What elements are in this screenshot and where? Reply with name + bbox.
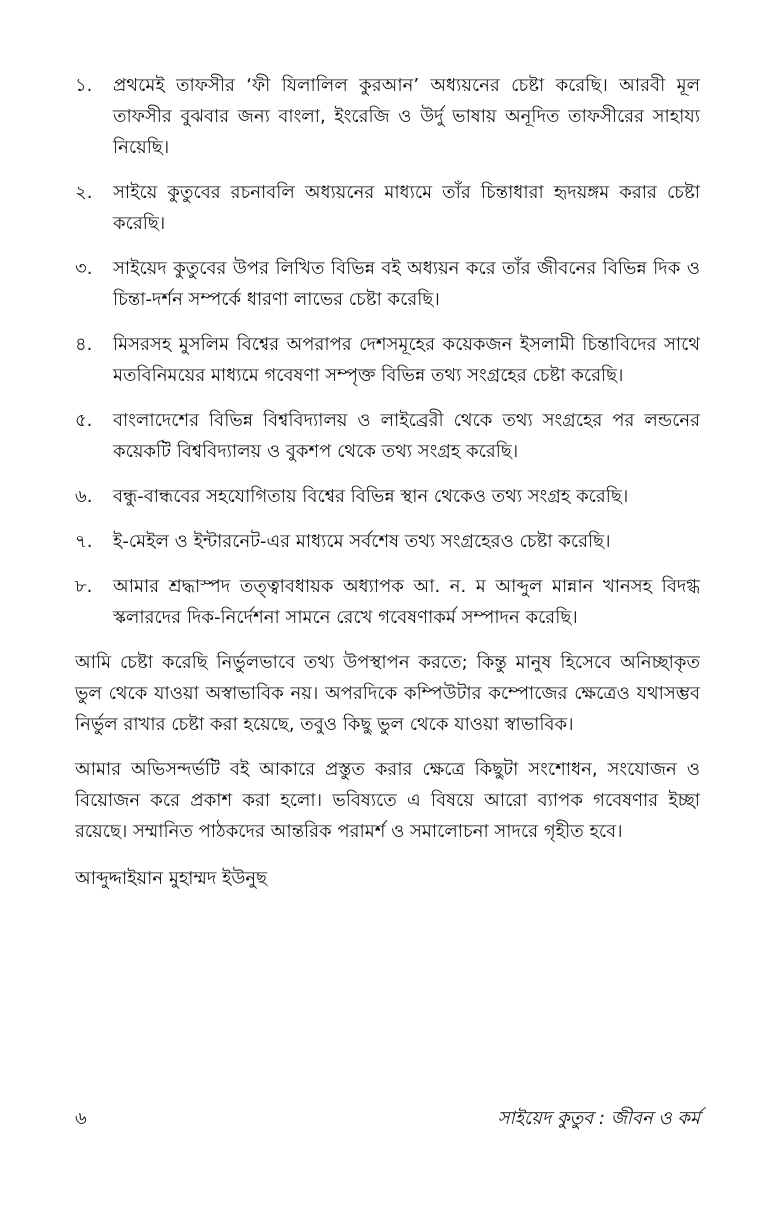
methodology-list [75, 70, 700, 633]
list-item [75, 405, 700, 467]
page-body [75, 70, 700, 1150]
list-text: ই-মেইল ও ইন্টারনেট-এর মাধ্যমে সর্বশেষ তথ্য সংগ্রহেরও চেষ্টা করেছি। [113, 531, 611, 552]
page-number: ৬ [75, 1107, 87, 1129]
list-item [75, 329, 700, 391]
list-number: ৬. [75, 486, 93, 507]
list-item [75, 571, 700, 633]
list-item [75, 481, 700, 512]
author-signature: আব্দুদ্দাইয়ান মুহাম্মদ ইউনুছ [75, 868, 268, 889]
page-footer [75, 1103, 700, 1135]
list-text: আমার শ্রদ্ধাস্পদ তত্ত্বাবধায়ক অধ্যাপক আ. ন. ম আব্দুল মান্নান খানসহ বিদগ্ধ স্কলারদের দিক-নির্দেশনা সামনে রেখে গবেষণাকর্ম সম্পাদন করেছি। [113, 576, 700, 628]
list-item [75, 70, 700, 163]
list-number: ৫. [75, 410, 93, 431]
list-item [75, 177, 700, 239]
list-text: প্রথমেই তাফসীর ‘ফী যিলালিল কুরআন’ অধ্যয়নের চেষ্টা করেছি। আরবী মূল তাফসীর বুঝবার জন্য বাংলা, ইংরেজি ও উর্দু ভাষায় অনূদিত তাফসীরের সাহায্য নিয়েছি। [113, 75, 700, 158]
list-number: ৪. [75, 334, 93, 355]
list-item [75, 253, 700, 315]
list-number: ৮. [75, 576, 93, 597]
list-text: সাইয়েদ কুতুবের উপর লিখিত বিভিন্ন বই অধ্যয়ন করে তাঁর জীবনের বিভিন্ন দিক ও চিন্তা-দর্শন সম্পর্কে ধারণা লাভের চেষ্টা করেছি। [113, 258, 700, 310]
list-number: ৭. [75, 531, 93, 552]
list-item [75, 526, 700, 557]
paragraph-publication: আমার অভিসন্দর্ভটি বই আকারে প্রস্তুত করার ক্ষেত্রে কিছুটা সংশোধন, সংযোজন ও বিয়োজন করে প্রকাশ করা হলো। ভবিষ্যতে এ বিষয়ে আরো ব্যাপক গবেষণার ইচ্ছা রয়েছে। সম্মানিত পাঠকদের আন্তরিক পরামর্শ ও সমালোচনা সাদরে গৃহীত হবে। [75, 759, 700, 842]
list-number: ২. [75, 182, 93, 203]
list-text: বন্ধু-বান্ধবের সহযোগিতায় বিশ্বের বিভিন্ন স্থান থেকেও তথ্য সংগ্রহ করেছি। [113, 486, 629, 507]
list-text: মিসরসহ মুসলিম বিশ্বের অপরাপর দেশসমূহের কয়েকজন ইসলামী চিন্তাবিদের সাথে মতবিনিময়ের মাধ্যমে গবেষণা সম্পৃক্ত বিভিন্ন তথ্য সংগ্রহের চেষ্টা করেছি। [113, 334, 700, 386]
list-number: ৩. [75, 258, 93, 279]
paragraph-accuracy: আমি চেষ্টা করেছি নির্ভুলভাবে তথ্য উপস্থাপন করতে; কিন্তু মানুষ হিসেবে অনিচ্ছাকৃত ভুল থেকে যাওয়া অস্বাভাবিক নয়। অপরদিকে কম্পিউটার কম্পোজের ক্ষেত্রেও যথাসম্ভব নির্ভুল রাখার চেষ্টা করা হয়েছে, তবুও কিছু ভুল থেকে যাওয়া স্বাভাবিক। [75, 652, 700, 735]
list-text: বাংলাদেশের বিভিন্ন বিশ্ববিদ্যালয় ও লাইব্রেরী থেকে তথ্য সংগ্রহের পর লন্ডনের কয়েকটি বিশ্ববিদ্যালয় ও বুকশপ থেকে তথ্য সংগ্রহ করেছি। [113, 410, 700, 462]
list-number: ১. [75, 75, 93, 96]
list-text: সাইয়ে কুতুবের রচনাবলি অধ্যয়নের মাধ্যমে তাঁর চিন্তাধারা হৃদয়ঙ্গম করার চেষ্টা করেছি। [113, 182, 700, 234]
running-title: সাইয়েদ কুতুব : জীবন ও কর্ম [497, 1107, 700, 1129]
